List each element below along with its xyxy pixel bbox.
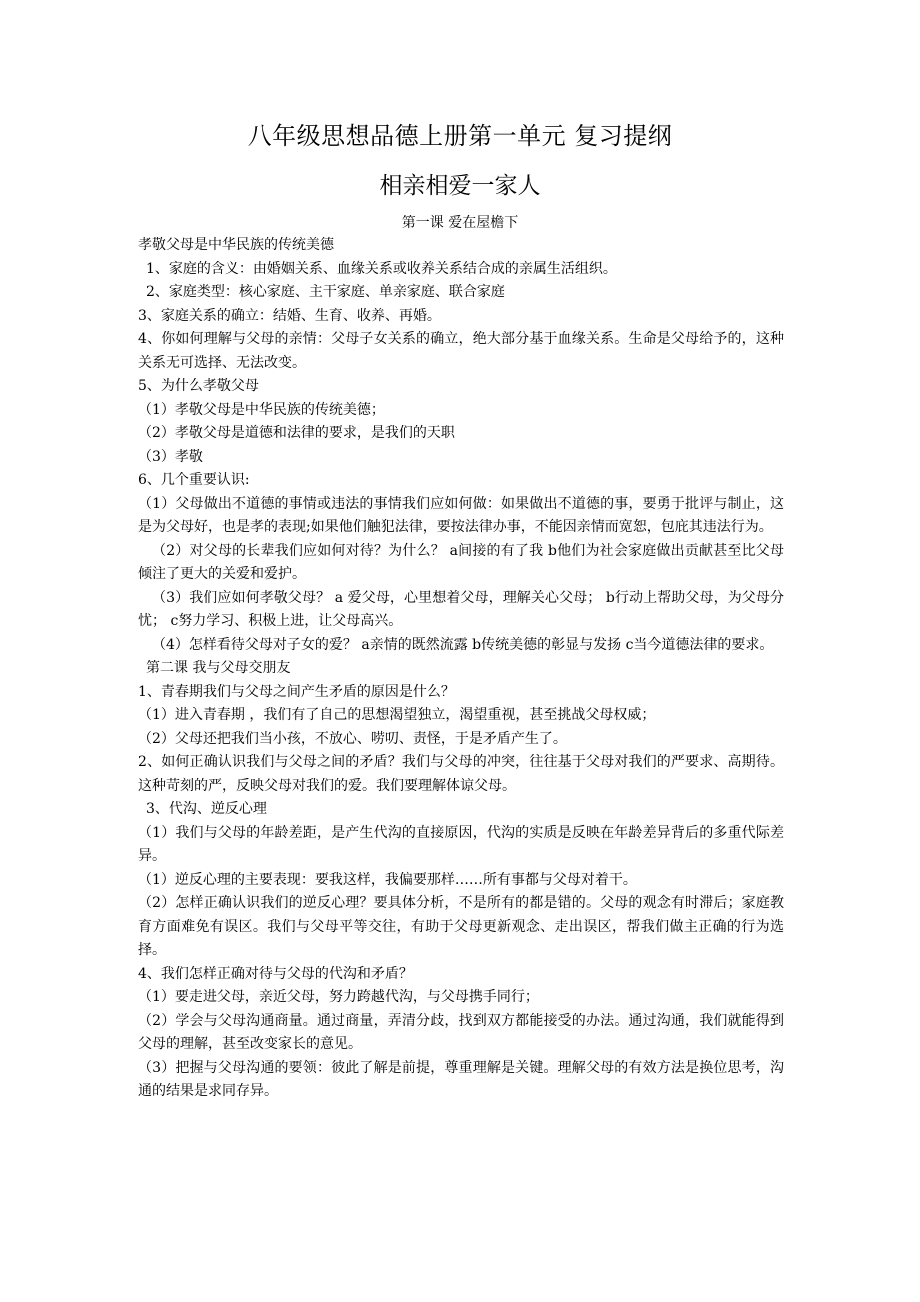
document-paragraph: 2、如何正确认识我们与父母之间的矛盾？我们与父母的冲突，往往基于父母对我们的严要求、高期待。这种苛刻的严，反映父母对我们的爱。我们要理解体谅父母。 — [138, 754, 784, 794]
document-paragraph: 4、你如何理解与父母的亲情：父母子女关系的确立，绝大部分基于血缘关系。生命是父母给予的，这种关系无可选择、无法改变。 — [138, 331, 784, 371]
document-paragraph: 第二课 我与父母交朋友 — [146, 660, 291, 676]
document-paragraph: 6、几个重要认识: — [138, 472, 250, 488]
document-paragraph: （4）怎样看待父母对子女的爱？ a亲情的既然流露 b传统美德的彰显与发扬 c当今道德法律的要求。 — [152, 636, 774, 653]
document-paragraph: （2）对父母的长辈我们应如何对待？为什么？ a间接的有了我 b他们为社会家庭做出贡献甚至比父母倾注了更大的关爱和爱护。 — [138, 542, 784, 582]
document-paragraph: （1）孝敬父母是中华民族的传统美德； — [138, 401, 385, 418]
document-subtitle: 相亲相爱一家人 — [379, 173, 541, 199]
document-body — [138, 234, 784, 1104]
document-paragraph: 2、家庭类型：核心家庭、主干家庭、单亲家庭、联合家庭 — [146, 284, 505, 300]
document-paragraph: （2）孝敬父母是道德和法律的要求，是我们的天职 — [138, 425, 455, 441]
document-paragraph: （3）孝敬 — [138, 448, 203, 465]
lesson-one-heading: 第一课 爱在屋檐下 — [401, 215, 519, 231]
document-paragraph: 5、为什么孝敬父母 — [138, 378, 259, 394]
document-paragraph: （1）要走进父母，亲近父母，努力跨越代沟，与父母携手同行； — [138, 989, 539, 1005]
document-paragraph: 3、家庭关系的确立：结婚、生育、收养、再婚。 — [138, 307, 441, 324]
document-paragraph: 1、家庭的含义：由婚姻关系、血缘关系或收养关系结合成的亲属生活组织。 — [146, 260, 617, 277]
document-paragraph: 孝敬父母是中华民族的传统美德 — [138, 237, 334, 253]
document-paragraph: （3）把握与父母沟通的要领：彼此了解是前提，尊重理解是关键。理解父母的有效方法是换位思考，沟通的结果是求同存异。 — [138, 1059, 784, 1099]
document-title: 八年级思想品德上册第一单元 复习提纲 — [247, 122, 673, 150]
document-paragraph: 1、青春期我们与父母之间产生矛盾的原因是什么？ — [138, 683, 455, 700]
document-paragraph: （1）逆反心理的主要表现：要我这样，我偏要那样……所有事都与父母对着干。 — [138, 871, 637, 888]
document-paragraph: （2）父母还把我们当小孩，不放心、唠叨、责怪，于是矛盾产生了。 — [138, 730, 567, 747]
document-paragraph: （1）父母做出不道德的事情或违法的事情我们应如何做：如果做出不道德的事，要勇于批评与制止，这是为父母好，也是孝的表现;如果他们触犯法律，要按法律办事，不能因亲情而宽恕，包庇其违法行为。 — [138, 495, 784, 535]
document-paragraph: （3）我们应如何孝敬父母？ a 爱父母，心里想着父母，理解关心父母； b行动上帮助父母，为父母分忧； c努力学习、积极上进，让父母高兴。 — [138, 589, 784, 629]
document-paragraph: （1）进入青春期 ，我们有了自己的思想渴望独立，渴望重视，甚至挑战父母权威； — [138, 707, 656, 723]
document-paragraph: 3、代沟、逆反心理 — [146, 801, 267, 817]
document-paragraph: （1）我们与父母的年龄差距，是产生代沟的直接原因，代沟的实质是反映在年龄差异背后的多重代际差异。 — [138, 824, 784, 864]
document-paragraph: （2）学会与父母沟通商量。通过商量，弄清分歧，找到双方都能接受的办法。通过沟通，我们就能得到父母的理解，甚至改变家长的意见。 — [138, 1012, 784, 1052]
document-paragraph: （2）怎样正确认识我们的逆反心理？要具体分析，不是所有的都是错的。父母的观念有时滞后；家庭教育方面难免有误区。我们与父母平等交往，有助于父母更新观念、走出误区，帮我们做主正确的行为选择。 — [138, 895, 784, 958]
document-paragraph: 4、我们怎样正确对待与父母的代沟和矛盾？ — [138, 965, 413, 982]
